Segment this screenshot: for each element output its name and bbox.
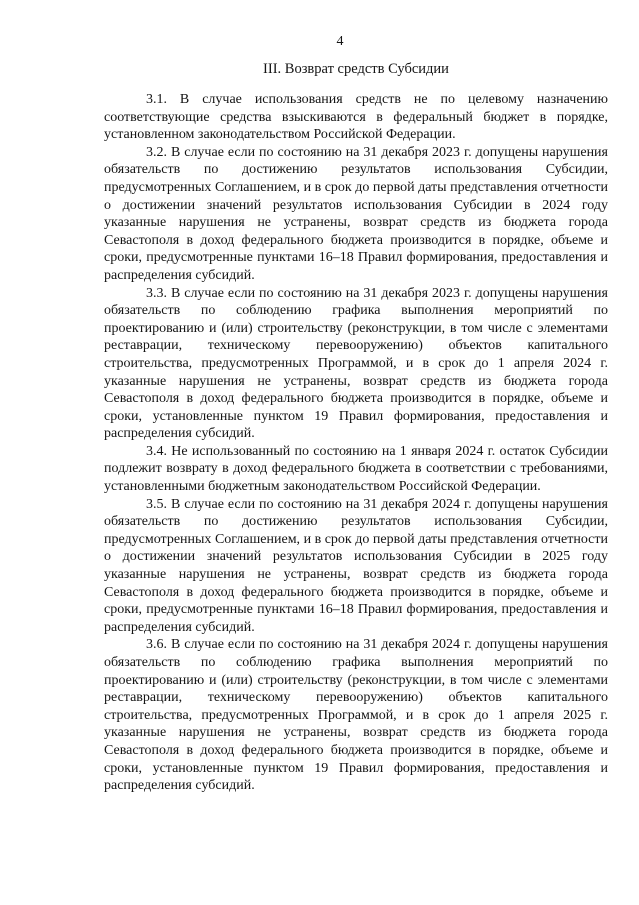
clause-3-2: 3.2. В случае если по состоянию на 31 декабря 2023 г. допущены нарушения обязательств по достижению результатов использования Субсидии, предусмотренных Соглашением, и в срок до первой даты представления отчетности о достижении значений результатов использования Субсидии в 2024 году указанные нарушения не устранены, возврат средств из бюджета города Севастополя в доход федерального бюджета производится в порядке, объеме и сроки, предусмотренные пунктами 16–18 Правил формирования, предоставления и распределения субсидий. xyxy=(104,144,608,283)
clause-3-1: 3.1. В случае использования средств не по целевому назначению соответствующие средства взыскиваются в федеральный бюджет в порядке, установленном законодательством Российской Федерации. xyxy=(104,92,608,143)
page-number: 4 xyxy=(336,34,344,49)
clause-3-6: 3.6. В случае если по состоянию на 31 декабря 2024 г. допущены нарушения обязательств по соблюдению графика выполнения мероприятий по проектированию и (или) строительству (реконструкции, в том числе с элементами реставрации, техническому перевооружению) объектов капитального строительства, предусмотренных Программой, и в срок до 1 апреля 2025 г. указанные нарушения не устранены, возврат средств из бюджета города Севастополя в доход федерального бюджета производится в порядке, объеме и сроки, установленные пунктом 19 Правил формирования, предоставления и распределения субсидий. xyxy=(104,637,608,794)
clause-3-4: 3.4. Не использованный по состоянию на 1 января 2024 г. остаток Субсидии подлежит возврату в доход федерального бюджета в соответствии с требованиями, установленными бюджетным законодательством Российской Федерации. xyxy=(104,443,608,495)
document-body xyxy=(104,91,608,795)
clause-3-5: 3.5. В случае если по состоянию на 31 декабря 2024 г. допущены нарушения обязательств по достижению результатов использования Субсидии, предусмотренных Соглашением, и в срок до первой даты представления отчетности о достижении значений результатов использования Субсидии в 2025 году указанные нарушения не устранены, возврат средств из бюджета города Севастополя в доход федерального бюджета производится в порядке, объеме и сроки, предусмотренные пунктами 16–18 Правил формирования, предоставления и распределения субсидий. xyxy=(104,496,608,635)
clause-3-3: 3.3. В случае если по состоянию на 31 декабря 2023 г. допущены нарушения обязательств по соблюдению графика выполнения мероприятий по проектированию и (или) строительству (реконструкции, в том числе с элементами реставрации, техническому перевооружению) объектов капитального строительства, предусмотренных Программой, и в срок до 1 апреля 2024 г. указанные нарушения не устранены, возврат средств из бюджета города Севастополя в доход федерального бюджета производится в порядке, объеме и сроки, установленные пунктом 19 Правил формирования, предоставления и распределения субсидий. xyxy=(104,285,608,442)
section-title: III. Возврат средств Субсидии xyxy=(263,61,449,77)
